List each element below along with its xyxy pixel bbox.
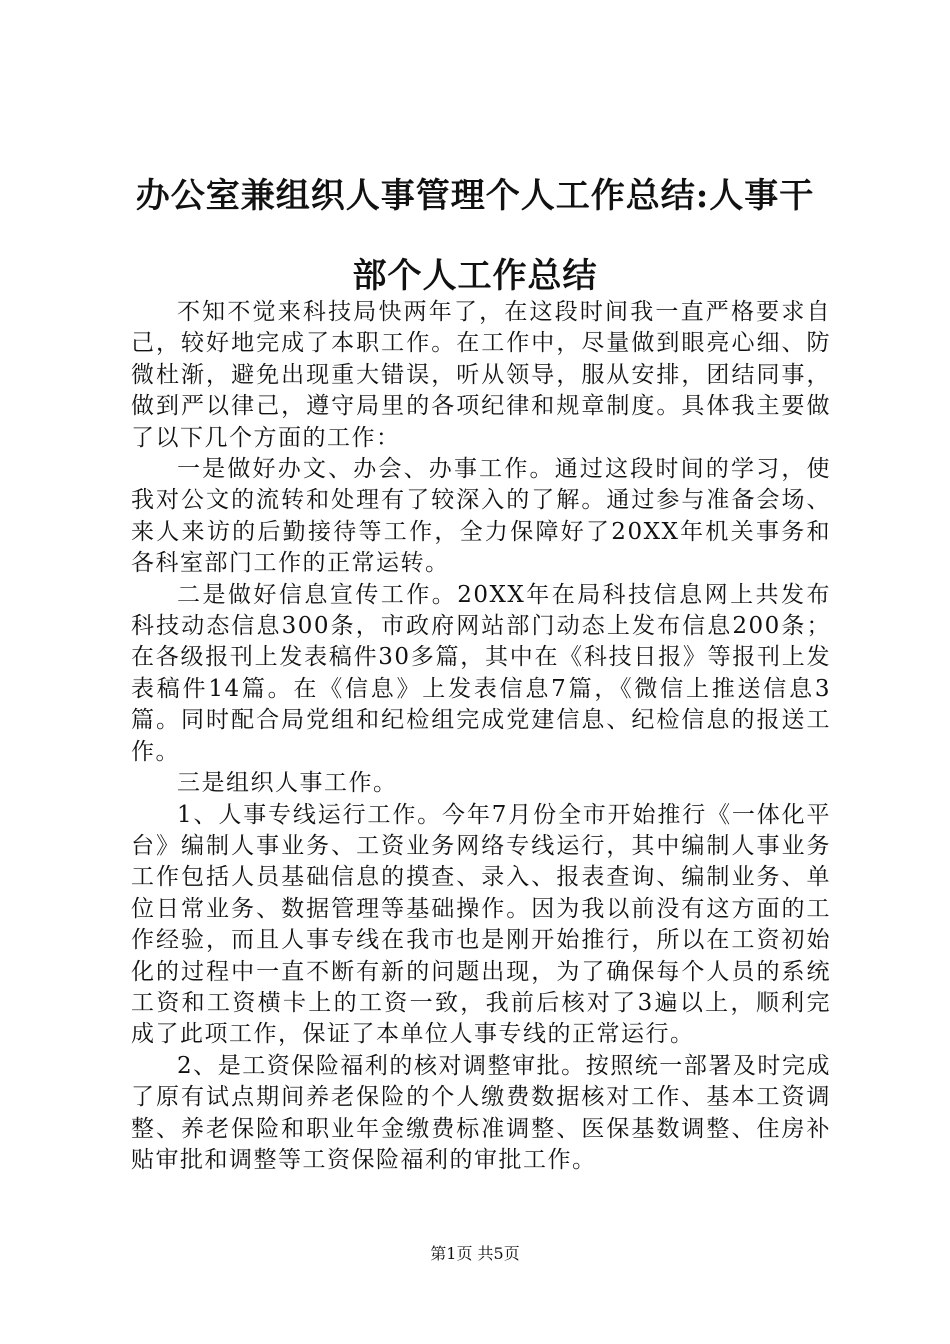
paragraph-office-work: 一是做好办文、办会、办事工作。通过这段时间的学习，使我对公文的流转和处理有了较深入的了解。通过参与准备会场、来人来访的后勤接待等工作，全力保障好了20XX年机关事务和各科室部门工作的正常运转。 [131, 456, 831, 577]
paragraph-info-publicity: 二是做好信息宣传工作。20XX年在局科技信息网上共发布科技动态信息300条，市政府网站部门动态上发布信息200条；在各级报刊上发表稿件30多篇，其中在《科技日报》等报刊上发表稿件14篇。在《信息》上发表信息7篇，《微信上推送信息3篇。同时配合局党组和纪检组完成党建信息、纪检信息的报送工作。 [131, 581, 831, 765]
paragraph-personnel-line: 1、人事专线运行工作。今年7月份全市开始推行《一体化平台》编制人事业务、工资业务网络专线运行，其中编制人事业务工作包括人员基础信息的摸查、录入、报表查询、编制业务、单位日常业务、数据管理等基础操作。因为我以前没有这方面的工作经验，而且人事专线在我市也是刚开始推行，所以在工资初始化的过程中一直不断有新的问题出现，为了确保每个人员的系统工资和工资横卡上的工资一致，我前后核对了3遍以上，顺利完成了此项工作，保证了本单位人事专线的正常运行。 [131, 801, 831, 1048]
paragraph-salary-insurance: 2、是工资保险福利的核对调整审批。按照统一部署及时完成了原有试点期间养老保险的个人缴费数据核对工作、基本工资调整、养老保险和职业年金缴费标准调整、医保基数调整、住房补贴审批和调整等工资保险福利的审批工作。 [131, 1052, 831, 1173]
paragraph-personnel-heading: 三是组织人事工作。 [177, 770, 398, 797]
paragraph-intro: 不知不觉来科技局快两年了，在这段时间我一直严格要求自己，较好地完成了本职工作。在工作中，尽量做到眼亮心细、防微杜渐，避免出现重大错误，听从领导，服从安排，团结同事，做到严以律己，遵守局里的各项纪律和规章制度。具体我主要做了以下几个方面的工作： [131, 299, 831, 451]
document-title: 办公室兼组织人事管理个人工作总结:人事干部个人工作总结 [135, 176, 815, 296]
document-body [131, 297, 831, 1176]
page-number-footer: 第1页 共5页 [430, 1244, 520, 1263]
